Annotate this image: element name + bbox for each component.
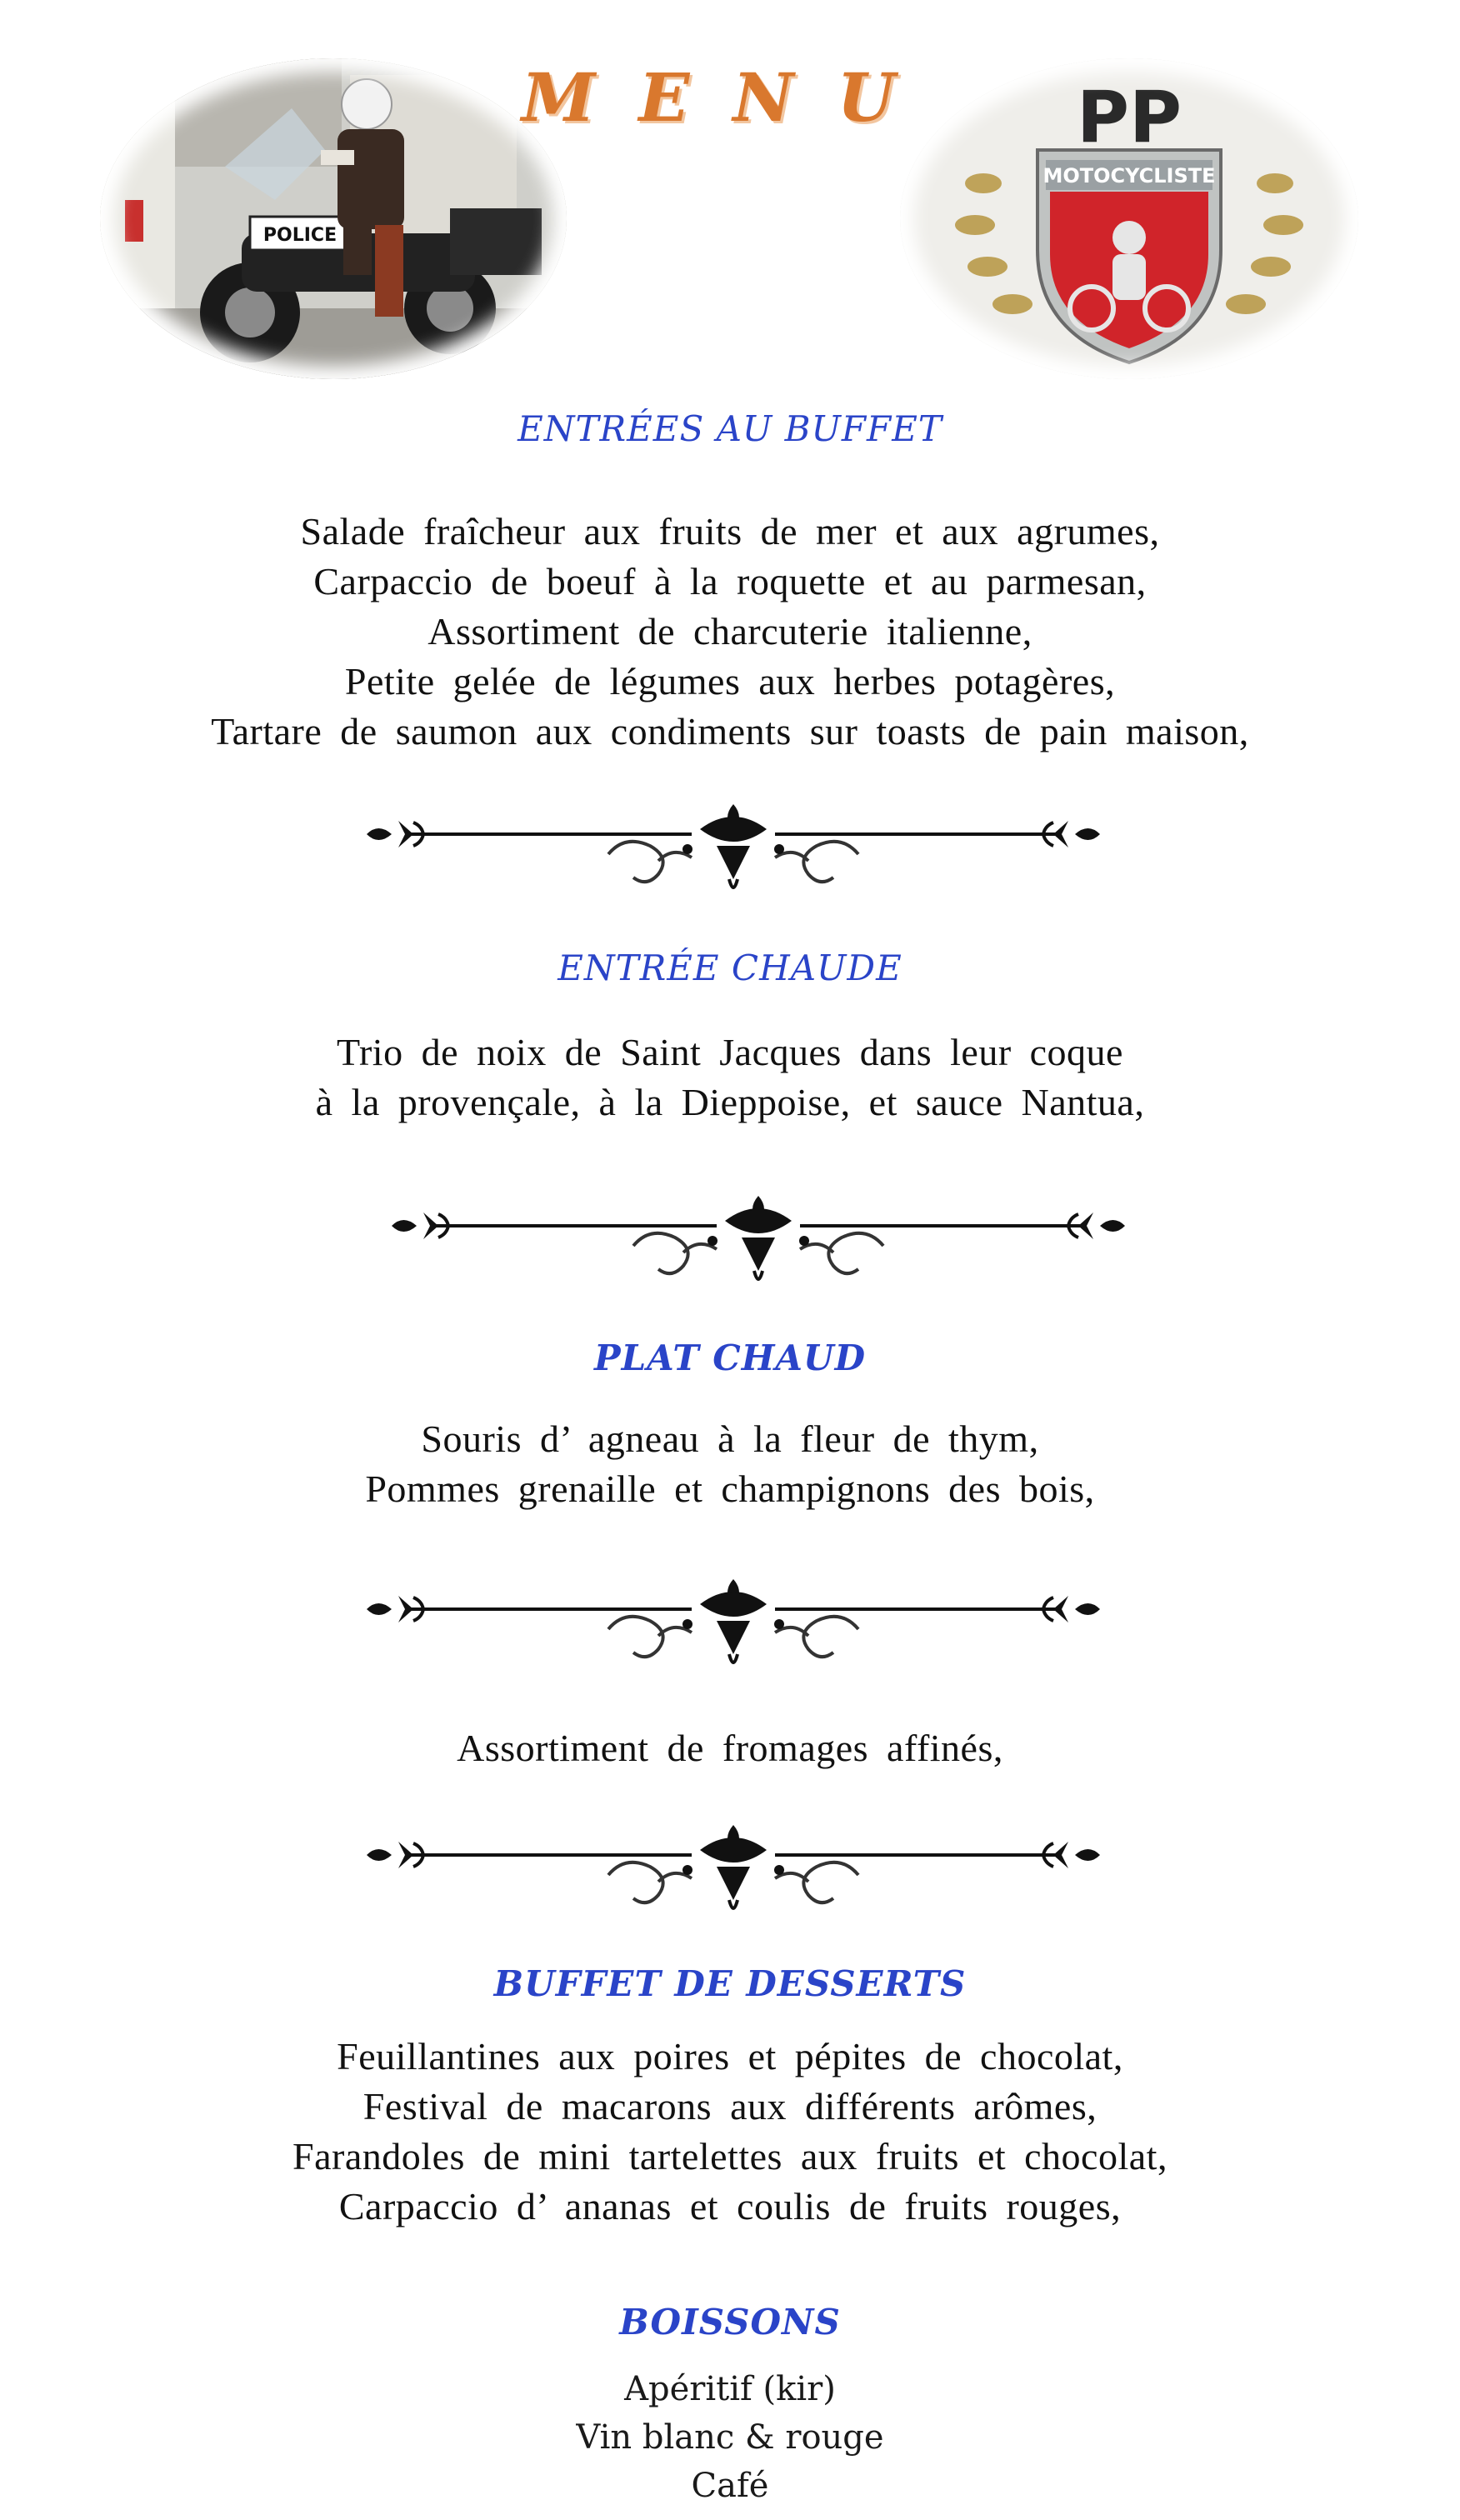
list-item: Tartare de saumon aux condiments sur toasts de pain maison, bbox=[211, 710, 1249, 752]
list-item: Carpaccio d’ ananas et coulis de fruits rouges, bbox=[338, 2185, 1122, 2228]
list-item: Assortiment de fromages affinés, bbox=[457, 1727, 1003, 1769]
list-item: Apéritif (kir) bbox=[624, 2370, 836, 2408]
list-item: Salade fraîcheur aux fruits de mer et aux agrumes, bbox=[300, 510, 1160, 552]
list-item: Festival de macarons aux différents arômes, bbox=[362, 2085, 1098, 2128]
menu-title: MENU bbox=[521, 58, 939, 137]
desserts-list bbox=[0, 2032, 1460, 2232]
heading-plat-chaud: PLAT CHAUD bbox=[593, 1338, 867, 1378]
boissons-list bbox=[0, 2365, 1460, 2510]
list-item: à la provençale, à la Dieppoise, et sauce Nantua, bbox=[315, 1081, 1145, 1123]
list-item: Trio de noix de Saint Jacques dans leur coque bbox=[337, 1031, 1123, 1073]
motocycliste-badge-photo bbox=[900, 58, 1358, 379]
heading-entree-chaude: ENTRÉE CHAUDE bbox=[558, 948, 902, 988]
list-item: Farandoles de mini tartelettes aux fruits et chocolat, bbox=[292, 2135, 1168, 2178]
motocycliste-label: MOTOCYCLISTE bbox=[1042, 164, 1216, 188]
heading-desserts: BUFFET DE DESSERTS bbox=[493, 1963, 967, 2004]
list-item: Petite gelée de légumes aux herbes potagères, bbox=[344, 660, 1116, 702]
plat-chaud-list bbox=[0, 1414, 1460, 1514]
list-item: Vin blanc & rouge bbox=[576, 2418, 884, 2457]
ornament-divider bbox=[358, 796, 1108, 912]
police-motorcycle-photo bbox=[100, 58, 567, 379]
ornament-divider bbox=[358, 1817, 1108, 1933]
heading-entrees-buffet: ENTRÉES AU BUFFET bbox=[518, 408, 942, 449]
fromages-list bbox=[0, 1723, 1460, 1773]
list-item: Souris d’ agneau à la fleur de thym, bbox=[421, 1418, 1039, 1460]
entrees-buffet-list bbox=[0, 507, 1460, 757]
list-item: Assortiment de charcuterie italienne, bbox=[428, 610, 1032, 652]
heading-boissons: BOISSONS bbox=[619, 2302, 841, 2342]
list-item: Carpaccio de boeuf à la roquette et au parmesan, bbox=[313, 560, 1147, 602]
list-item: Café bbox=[691, 2467, 769, 2505]
list-item: Pommes grenaille et champignons des bois, bbox=[365, 1468, 1095, 1510]
ornament-divider bbox=[358, 1571, 1108, 1688]
list-item: Feuillantines aux poires et pépites de chocolat, bbox=[337, 2035, 1123, 2078]
entree-chaude-list bbox=[0, 1028, 1460, 1128]
ornament-divider bbox=[383, 1188, 1133, 1304]
pp-monogram: PP bbox=[1076, 76, 1182, 159]
police-label: POLICE bbox=[262, 225, 338, 246]
